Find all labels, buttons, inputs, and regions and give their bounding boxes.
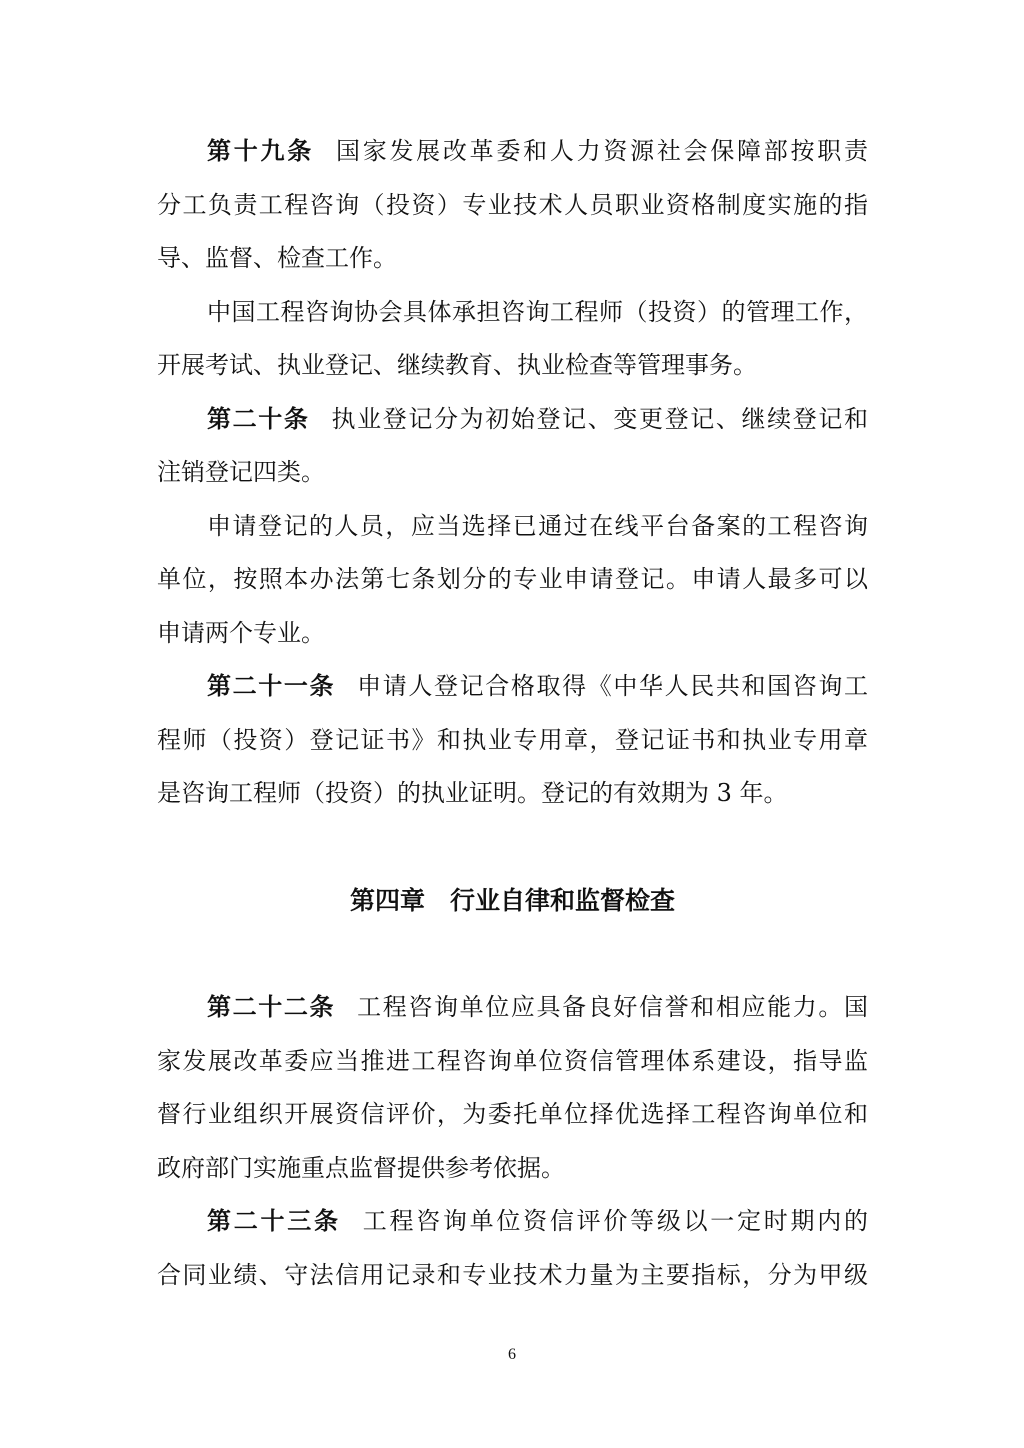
chapter-number: 第四章	[349, 886, 425, 915]
article-label: 第十九条	[207, 137, 314, 165]
article-label: 第二十二条	[207, 993, 336, 1021]
paragraph	[157, 286, 868, 393]
paragraph-line	[157, 1195, 868, 1249]
paragraph-line: 中国工程咨询协会具体承担咨询工程师（投资）的管理工作，	[207, 297, 868, 326]
line-text: 申请人登记合格取得《中华人民共和国咨询工	[357, 672, 868, 700]
page-number: 6	[508, 1346, 516, 1363]
article-label: 第二十一条	[207, 672, 336, 700]
article-22	[157, 981, 868, 1195]
chapter-title: 行业自律和监督检查	[450, 886, 676, 915]
paragraph-line: 程师（投资）登记证书》和执业专用章，登记证书和执业专用章	[157, 725, 868, 754]
line-text: 工程咨询单位应具备良好信誉和相应能力。国	[357, 993, 868, 1021]
article-20	[157, 393, 868, 500]
line-text: 国家发展改革委和人力资源社会保障部按职责	[335, 137, 868, 165]
paragraph-line: 是咨询工程师（投资）的执业证明。登记的有效期为 3 年。	[157, 779, 788, 807]
paragraph-line: 家发展改革委应当推进工程咨询单位资信管理体系建设，指导监	[157, 1046, 868, 1075]
article-23	[157, 1195, 868, 1302]
paragraph-line: 政府部门实施重点监督提供参考依据。	[157, 1153, 565, 1182]
paragraph-line: 督行业组织开展资信评价，为委托单位择优选择工程咨询单位和	[157, 1100, 868, 1128]
paragraph-line: 分工负责工程咨询（投资）专业技术人员职业资格制度实施的指	[157, 190, 868, 219]
article-21	[157, 660, 868, 821]
article-19	[157, 125, 868, 286]
paragraph-line: 申请两个专业。	[157, 618, 325, 647]
line-text: 执业登记分为初始登记、变更登记、继续登记和	[331, 404, 868, 433]
paragraph-line: 合同业绩、守法信用记录和专业技术力量为主要指标，分为甲级	[157, 1260, 868, 1289]
paragraph-line: 注销登记四类。	[157, 458, 325, 486]
line-text: 工程咨询单位资信评价等级以一定时期内的	[362, 1207, 868, 1235]
paragraph-line	[157, 981, 868, 1035]
paragraph	[157, 500, 868, 661]
paragraph-line	[157, 393, 868, 447]
paragraph-line: 开展考试、执业登记、继续教育、执业检查等管理事务。	[157, 351, 757, 379]
paragraph-line: 申请登记的人员，应当选择已通过在线平台备案的工程咨询	[207, 511, 868, 540]
paragraph-line	[157, 125, 868, 179]
paragraph-line: 单位，按照本办法第七条划分的专业申请登记。申请人最多可以	[157, 565, 868, 593]
paragraph-line: 导、监督、检查工作。	[157, 244, 397, 272]
chapter-heading	[157, 874, 868, 928]
paragraph-line	[157, 660, 868, 714]
document-body	[157, 125, 868, 1302]
article-label: 第二十三条	[207, 1207, 341, 1235]
article-label: 第二十条	[207, 404, 310, 433]
